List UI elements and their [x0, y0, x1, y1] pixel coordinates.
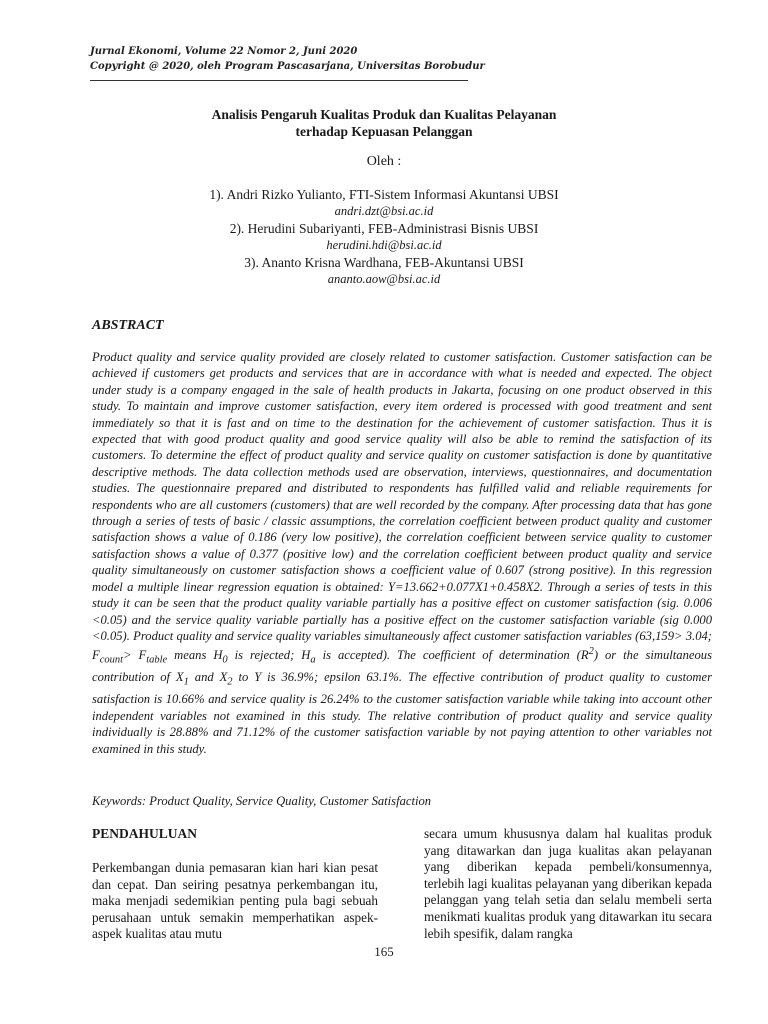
abstract-subscript: table	[146, 655, 168, 667]
paper-title	[100, 106, 668, 140]
abstract-text: ) or the simultaneous contribution of X	[92, 648, 712, 685]
abstract-subscript: 0	[222, 655, 228, 667]
left-column-paragraph: Perkembangan dunia pemasaran kian hari kian pesat dan cepat. Dan seiring pesatnya perkembangan itu, maka menjadi sedemikian penting pula bagi sebuah perusahaan untuk semakin memperhatikan aspek-aspek kualitas atau mutu	[92, 860, 378, 942]
right-column-paragraph: secara umum khususnya dalam hal kualitas produk yang ditawarkan dan juga kualitas akan pelayanan yang diberikan kepada pembeli/konsumennya, terlebih lagi kualitas pelayanan yang diberikan kepada pelanggan yang telah setia dan selalu membeli serta menikmati kualitas produk yang ditawarkan itu secara lebih spesifik, dalam rangka	[424, 826, 712, 941]
left-column	[92, 826, 378, 943]
abstract-text: and X	[188, 670, 228, 685]
journal-volume-line: Jurnal Ekonomi, Volume 22 Nomor 2, Juni 2020	[90, 46, 358, 57]
header-divider	[90, 80, 468, 81]
author-1-name: 1). Andri Rizko Yulianto, FTI-Sistem Informasi Akuntansi UBSI	[209, 187, 559, 202]
author-3-email: ananto.aow@bsi.ac.id	[327, 272, 441, 286]
paper-title-line-1: Analisis Pengaruh Kualitas Produk dan Kualitas Pelayanan	[211, 107, 557, 122]
journal-header	[90, 44, 485, 74]
abstract-text: > F	[123, 648, 147, 663]
author-2-email: herudini.hdi@bsi.ac.id	[326, 238, 442, 252]
byline-label: Oleh :	[366, 154, 402, 169]
right-column	[424, 826, 712, 942]
author-3-name: 3). Ananto Krisna Wardhana, FEB-Akuntansi UBSI	[244, 255, 524, 270]
abstract-text: Product quality and service quality provided are closely related to customer satisfaction. Customer satisfaction can be achieved if customers get products and services that are in accordance with what is needed and expected. The object under study is a company engaged in the sale of health products in Jakarta, focusing on one product observed in this study. To maintain and improve customer satisfaction, every item ordered is processed with good treatment and sent immediately so that it is fast and on time to the destination for the achievement of customer satisfaction. Thus it is expected that with good product quality and good service quality will also be able to remind the satisfaction of its customers. To determine the effect of product quality and service quality on customer satisfaction is done by quantitative descriptive methods. The data collection methods used are observation, interviews, questionnaires, and documentation studies. The questionnaire prepared and distributed to respondents has fulfilled valid and reliable requirements for respondents who are all customers (customers) that are well recorded by the company. After processing data that has gone through a series of tests of basic / classic assumptions, the correlation coefficient between product quality and customer satisfaction shows a value of 0.186 (very low positive), the correlation coefficient between service quality to customer satisfaction shows a value of 0.377 (positive low) and the correlation coefficient between product quality and service quality simultaneously on customer satisfaction shows a coefficient value of 0.607 (strong positive). In this regression model a multiple linear regression equation is obtained: Y=13.662+0.077X1+0.458X2. Through a series of tests in this study it can be seen that the product quality variable partially has a positive effect on customer satisfaction (sig. 0.006 <0.05) and the service quality variable partially has a positive effect on the customer satisfaction variable (sig 0.000 <0.05). Product quality and service quality variables simultaneously affect customer satisfaction variables (63,159> 3.04; F	[92, 350, 712, 663]
abstract-subscript: count	[99, 655, 124, 667]
author-1-email: andri.dzt@bsi.ac.id	[334, 204, 434, 218]
keywords-line: Keywords: Product Quality, Service Quality, Customer Satisfaction	[92, 794, 432, 808]
abstract-subscript: a	[310, 655, 316, 667]
abstract-text: is rejected; H	[227, 648, 311, 663]
abstract-subscript: 2	[227, 676, 233, 688]
abstract-superscript: 2	[588, 646, 594, 658]
author-2-name: 2). Herudini Subariyanti, FEB-Administrasi Bisnis UBSI	[229, 221, 539, 236]
paper-title-line-2: terhadap Kepuasan Pelanggan	[295, 124, 473, 139]
abstract-text: means H	[167, 648, 223, 663]
page-number: 165	[374, 944, 394, 959]
abstract-text: to Y is 36.9%; epsilon 63.1%. The effective contribution of product quality to customer satisfaction is 10.66% and service quality is 26.24% to the customer satisfaction variable while taking into account other independent variables not examined in this study. The relative contribution of product quality and service quality individually is 28.88% and 71.12% of the customer satisfaction variable by not paying attention to other variables not examined in this study.	[92, 670, 712, 756]
journal-copyright-line: Copyright @ 2020, oleh Program Pascasarjana, Universitas Borobudur	[90, 61, 485, 72]
abstract-body	[92, 349, 712, 757]
author-list	[100, 186, 668, 288]
section-heading-pendahuluan: PENDAHULUAN	[92, 826, 198, 841]
abstract-subscript: 1	[183, 676, 189, 688]
abstract-heading: ABSTRACT	[92, 318, 164, 333]
abstract-text: is accepted). The coefficient of determination (R	[315, 648, 589, 663]
